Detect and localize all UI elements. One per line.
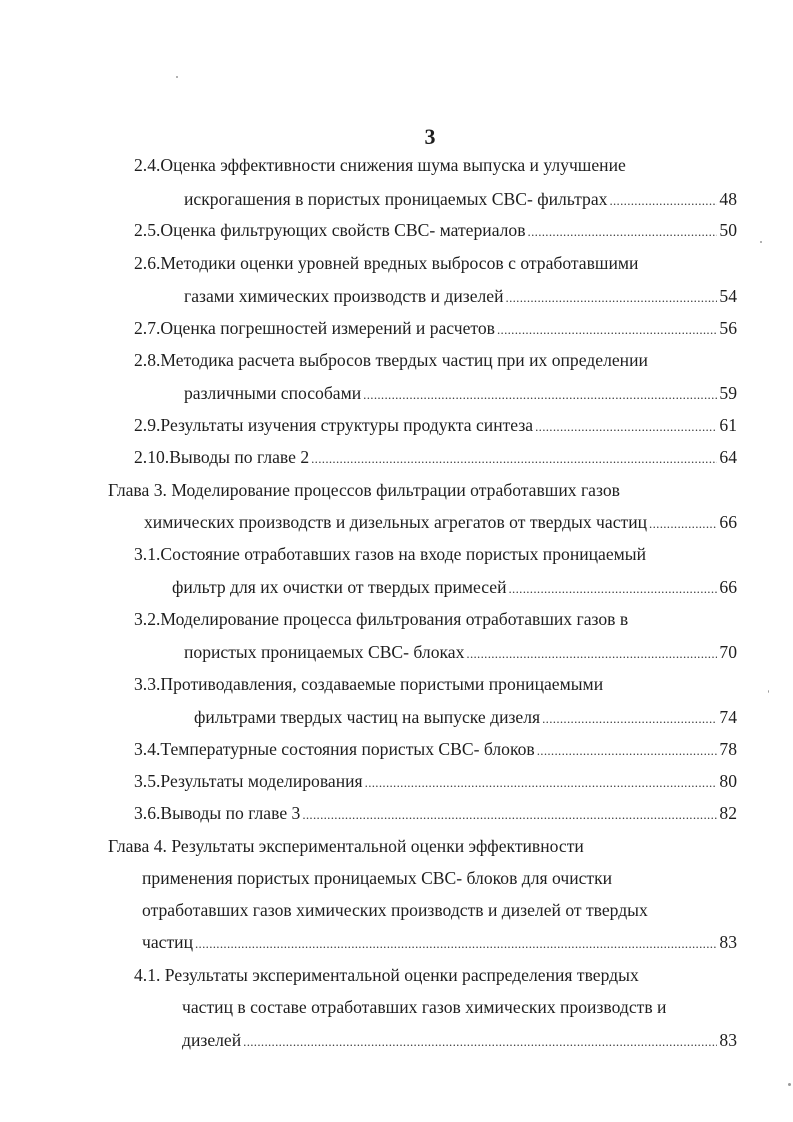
page-number: 3 (424, 124, 436, 149)
toc-entry-3-4-page: 78 (719, 739, 737, 759)
toc-entry-2-10-title: 2.10.Выводы по главе 2 (134, 447, 310, 467)
toc-entry-3-6 (134, 801, 737, 825)
toc-entry-4-1-line-2: частиц в составе отработавших газов химических производств и (182, 997, 667, 1017)
toc-entry-2-8-line-2: различными способами (184, 383, 362, 403)
toc-chapter-3-page: 66 (719, 512, 737, 532)
dot-leader (195, 932, 717, 954)
toc-entry-3-5-title: 3.5.Результаты моделирования (134, 771, 363, 791)
toc-entry-2-9-page: 61 (719, 415, 737, 435)
toc-entry-3-1 (172, 575, 737, 599)
toc-entry-3-6-title: 3.6.Выводы по главе 3 (134, 803, 301, 823)
toc-entry-2-7-page: 56 (719, 318, 737, 338)
dot-leader (497, 318, 717, 340)
toc-chapter-3 (144, 510, 737, 534)
toc-entry-4-1 (182, 1028, 737, 1052)
toc-entry-2-5-title: 2.5.Оценка фильтрующих свойств СВС- материалов (134, 220, 526, 240)
toc-entry-3-1-line-2: фильтр для их очистки от твердых примесей (172, 577, 507, 597)
toc-entry-3-4-title: 3.4.Температурные состояния пористых СВС- блоков (134, 739, 535, 759)
toc-chapter-4-line-4: частиц (142, 932, 193, 952)
dot-leader (528, 220, 718, 242)
toc-entry-2-8-page: 59 (719, 383, 737, 403)
toc-chapter-4 (142, 930, 737, 954)
dot-leader (363, 383, 717, 405)
toc-entry-2-6-line-2: газами химических производств и дизелей (184, 286, 504, 306)
toc-chapter-4-line-2: применения пористых проницаемых СВС- блоков для очистки (142, 868, 613, 888)
toc-entry-4-1-line-1: 4.1. Результаты экспериментальной оценки распределения твердых (134, 965, 639, 985)
toc-entry-2-6-page: 54 (719, 286, 737, 306)
toc-entry-3-1-page: 66 (719, 577, 737, 597)
toc-entry-4-1-line-3: дизелей (182, 1030, 242, 1050)
scan-speck (788, 1083, 791, 1086)
toc-entry-3-3-line-1: 3.3.Противодавления, создаваемые пористыми проницаемыми (134, 674, 604, 694)
toc-chapter-4-page: 83 (719, 932, 737, 952)
toc-entry-2-9-title: 2.9.Результаты изучения структуры продукта синтеза (134, 415, 534, 435)
toc-chapter-4-line-3: отработавших газов химических производств и дизелей от твердых (142, 900, 648, 920)
dot-leader (537, 739, 718, 761)
scan-speck (768, 690, 769, 693)
toc-entry-2-9 (134, 413, 737, 437)
toc-chapter-4-line-1: Глава 4. Результаты экспериментальной оценки эффективности (108, 836, 584, 856)
toc-entry-2-4-page: 48 (719, 189, 737, 209)
toc-entry-3-2-line-1: 3.2.Моделирование процесса фильтрования отработавших газов в (134, 609, 629, 629)
dot-leader (649, 512, 717, 534)
dot-leader (535, 415, 717, 437)
toc-entry-2-10-page: 64 (719, 447, 737, 467)
toc-entry-2-7-title: 2.7.Оценка погрешностей измерений и расчетов (134, 318, 495, 338)
toc-entry-3-3 (194, 705, 737, 729)
toc-entry-3-6-page: 82 (719, 803, 737, 823)
toc-entry-2-4-line-1: 2.4.Оценка эффективности снижения шума выпуска и улучшение (134, 155, 626, 175)
scan-speck (760, 241, 762, 243)
toc-entry-3-2 (184, 640, 737, 664)
dot-leader (609, 189, 717, 211)
toc-chapter-3-line-1: Глава 3. Моделирование процессов фильтрации отработавших газов (108, 480, 620, 500)
dot-leader (506, 286, 718, 308)
dot-leader (509, 577, 718, 599)
toc-entry-3-5-page: 80 (719, 771, 737, 791)
toc-chapter-3-line-2: химических производств и дизельных агрегатов от твердых частиц (144, 512, 648, 532)
dot-leader (311, 447, 717, 469)
toc-entry-3-3-page: 74 (719, 707, 737, 727)
dot-leader (542, 707, 717, 729)
toc-entry-2-5-page: 50 (719, 220, 737, 240)
toc-entry-3-3-line-2: фильтрами твердых частиц на выпуске дизеля (194, 707, 541, 727)
toc-entry-2-10 (134, 445, 737, 469)
toc-entry-2-7 (134, 316, 737, 340)
dot-leader (302, 803, 717, 825)
toc-entry-2-4-line-2: искрогашения в пористых проницаемых СВС- фильтрах (184, 189, 608, 209)
scan-speck (176, 76, 178, 78)
toc-entry-2-6 (184, 284, 737, 308)
toc-entry-3-1-line-1: 3.1.Состояние отработавших газов на входе пористых проницаемый (134, 544, 647, 564)
toc-entry-3-2-page: 70 (719, 642, 737, 662)
toc-entry-2-6-line-1: 2.6.Методики оценки уровней вредных выбросов с отработавшими (134, 253, 639, 273)
dot-leader (243, 1030, 717, 1052)
dot-leader (466, 642, 717, 664)
toc-entry-3-5 (134, 769, 737, 793)
toc-entry-2-4 (184, 187, 737, 211)
toc-entry-2-8 (184, 381, 737, 405)
toc-entry-3-4 (134, 737, 737, 761)
dot-leader (365, 771, 718, 793)
toc-entry-4-1-page: 83 (719, 1030, 737, 1050)
toc-entry-3-2-line-2: пористых проницаемых СВС- блоках (184, 642, 465, 662)
toc-entry-2-5 (134, 218, 737, 242)
toc-entry-2-8-line-1: 2.8.Методика расчета выбросов твердых частиц при их определении (134, 350, 648, 370)
